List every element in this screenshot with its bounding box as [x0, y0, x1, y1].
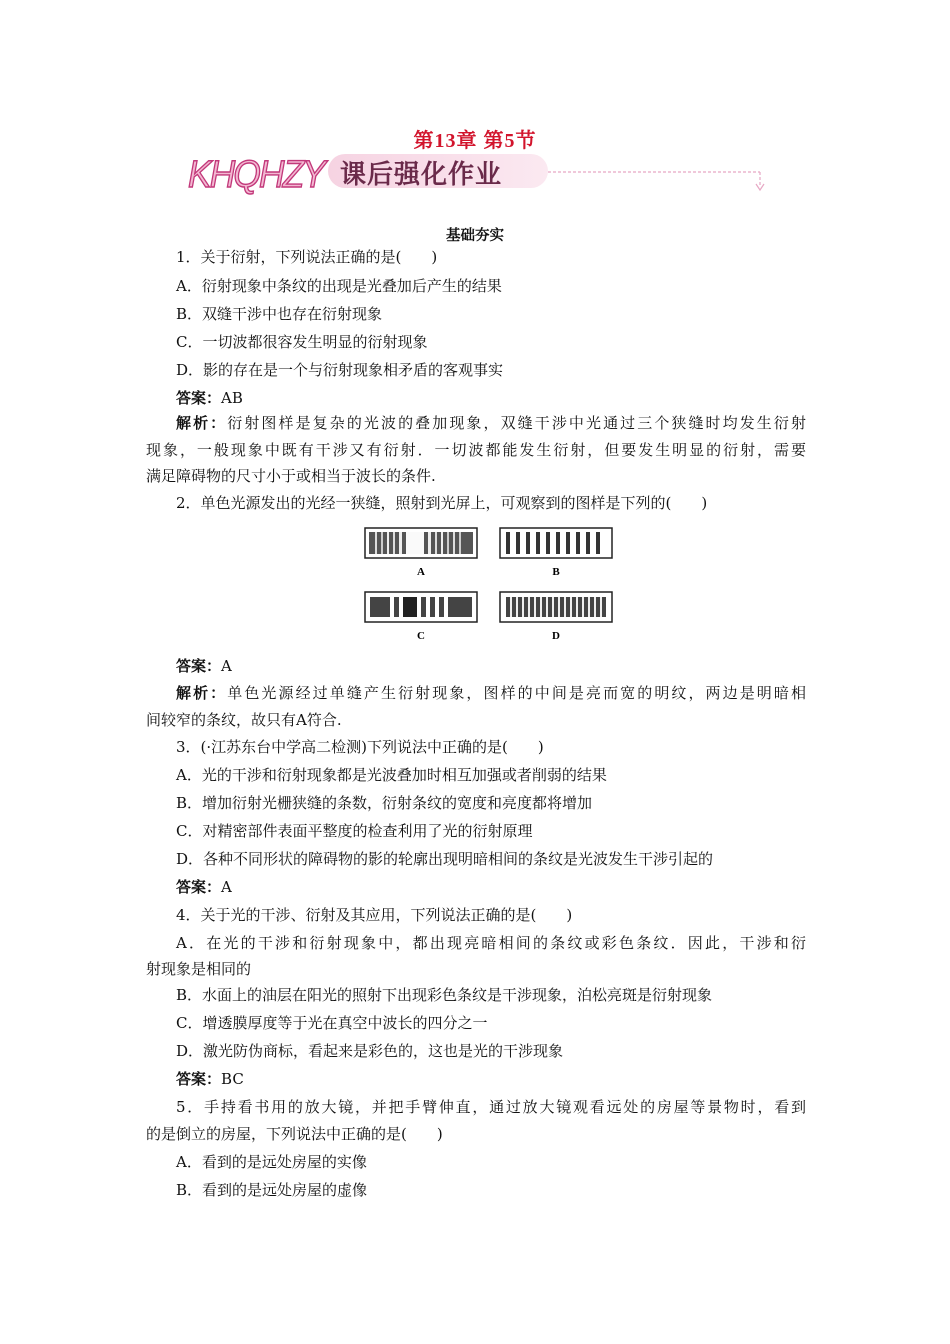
q1-answer: [176, 388, 836, 408]
answer-label: 答案：: [176, 389, 222, 407]
label-a: A: [417, 566, 425, 578]
analysis-text: 衍射图样是复杂的光波的叠加现象，双缝干涉中光通过三个狭缝时均发生衍射: [227, 414, 806, 432]
q4-answer: [176, 1069, 836, 1089]
q2-analysis-line-2: 间较窄的条纹，故只有A符合.: [146, 711, 342, 729]
q2-answer: [176, 656, 836, 676]
answer-label: 答案：: [176, 1070, 222, 1088]
analysis-text: 单色光源经过单缝产生衍射现象，图样的中间是亮而宽的明纹，两边是明暗相: [227, 684, 806, 702]
q5-option-a: A．看到的是远处房屋的实像: [176, 1153, 367, 1171]
banner-title: 课后强化作业: [340, 160, 503, 190]
q1-stem: 1．关于衍射，下列说法正确的是( ): [176, 248, 438, 266]
pattern-a: [365, 528, 477, 558]
chapter-title: 第13章 第5节: [413, 130, 537, 152]
label-b: B: [552, 566, 560, 578]
q3-option-d: D．各种不同形状的障碍物的影的轮廓出现明暗相间的条纹是光波发生干涉引起的: [176, 850, 714, 868]
pattern-b: [500, 528, 612, 558]
homework-banner: [188, 150, 768, 196]
q4-option-d: D．激光防伪商标，看起来是彩色的，这也是光的干涉现象: [176, 1042, 564, 1060]
q1-analysis-line-2: 现象，一般现象中既有干涉又有衍射．一切波都能发生衍射，但要发生明显的衍射，需要: [146, 441, 806, 459]
q1-analysis-line-3: 满足障碍物的尺寸小于或相当于波长的条件.: [146, 467, 436, 485]
q4-option-b: B．水面上的油层在阳光的照射下出现彩色条纹是干涉现象，泊松亮斑是衍射现象: [176, 986, 713, 1004]
q3-stem: 3．(·江苏东台中学高二检测)下列说法中正确的是( ): [176, 738, 544, 756]
label-d: D: [552, 630, 560, 642]
answer-value: AB: [221, 389, 243, 407]
section-title: 基础夯实: [446, 227, 504, 244]
pattern-d: [500, 592, 612, 622]
analysis-label: 解析：: [176, 684, 228, 702]
q1-option-a: A．衍射现象中条纹的出现是光叠加后产生的结果: [176, 277, 502, 295]
q2-stem: 2．单色光源发出的光经一狭缝，照射到光屏上，可观察到的图样是下列的( ): [176, 494, 708, 512]
q5-stem-line-2: 的是倒立的房屋，下列说法中正确的是( ): [146, 1125, 443, 1143]
label-c: C: [417, 630, 425, 642]
pattern-c: [365, 592, 477, 622]
q4-option-a-line-2: 射现象是相同的: [146, 960, 252, 978]
q4-option-a-line-1: A．在光的干涉和衍射现象中，都出现亮暗相间的条纹或彩色条纹．因此，干涉和衍: [176, 934, 806, 952]
q3-option-b: B．增加衍射光栅狭缝的条数，衍射条纹的宽度和亮度都将增加: [176, 794, 593, 812]
answer-label: 答案：: [176, 878, 222, 896]
q3-option-a: A．光的干涉和衍射现象都是光波叠加时相互加强或者削弱的结果: [176, 766, 607, 784]
answer-value: A: [221, 878, 232, 896]
q4-option-c: C．增透膜厚度等于光在真空中波长的四分之一: [176, 1014, 488, 1032]
banner-logo: KHQHZY: [188, 154, 329, 196]
q3-option-c: C．对精密部件表面平整度的检查利用了光的衍射原理: [176, 822, 533, 840]
analysis-label: 解析：: [176, 414, 228, 432]
q1-analysis-line-1: [176, 413, 806, 433]
q1-option-d: D．影的存在是一个与衍射现象相矛盾的客观事实: [176, 361, 504, 379]
answer-label: 答案：: [176, 657, 222, 675]
q1-option-b: B．双缝干涉中也存在衍射现象: [176, 305, 383, 323]
answer-value: A: [221, 657, 232, 675]
q5-option-b: B．看到的是远处房屋的虚像: [176, 1181, 368, 1199]
answer-value: BC: [221, 1070, 244, 1088]
diffraction-patterns-figure: [360, 525, 620, 645]
q1-option-c: C．一切波都很容发生明显的衍射现象: [176, 333, 428, 351]
q4-stem: 4．关于光的干涉、衍射及其应用，下列说法正确的是( ): [176, 906, 573, 924]
q5-stem-line-1: 5．手持看书用的放大镜，并把手臂伸直，通过放大镜观看远处的房屋等景物时，看到: [176, 1098, 806, 1116]
q3-answer: [176, 877, 836, 897]
q2-analysis-line-1: [176, 683, 806, 703]
